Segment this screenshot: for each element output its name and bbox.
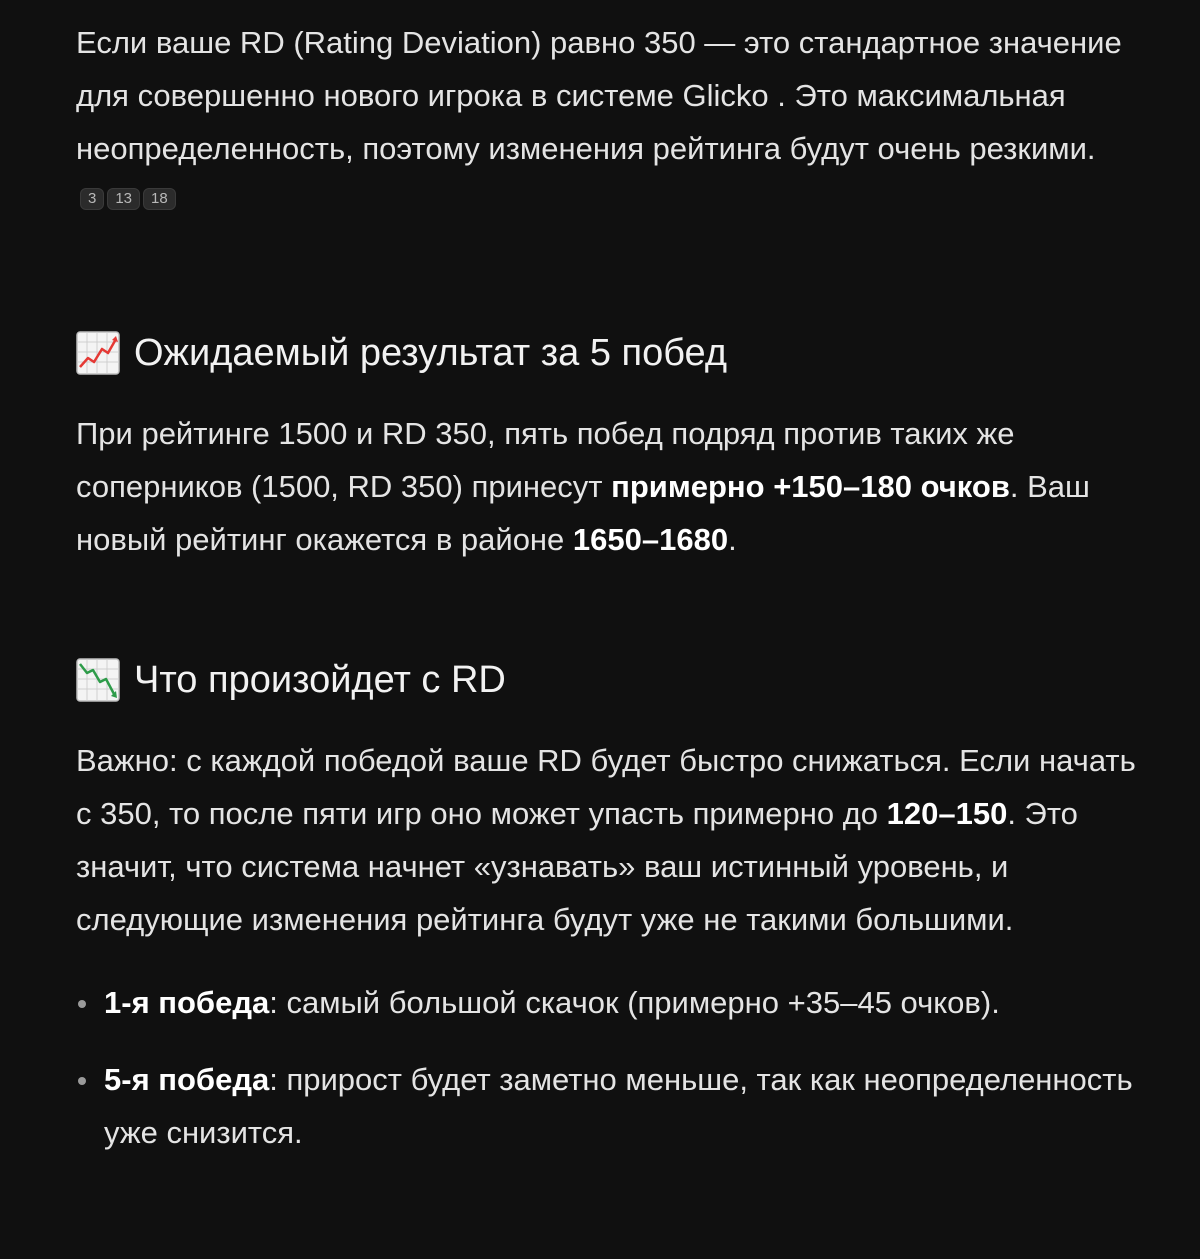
expected-text-1: При рейтинге 1500 и RD 350, пять побед подряд против таких же соперников (1500, RD 350) принесут [76,416,1015,504]
citation-badge-18[interactable]: 18 [143,188,176,210]
list-item [76,1053,1146,1159]
chart-increasing-icon [76,331,120,375]
bullet-text: : прирост будет заметно меньше, так как неопределенность уже снизится. [104,1062,1133,1150]
rd-bold-range: 120–150 [886,796,1008,831]
expected-paragraph [76,407,1146,566]
heading-expected-title: Ожидаемый результат за 5 побед [134,331,728,374]
expected-text-3: . [728,522,737,557]
intro-paragraph [76,16,1146,228]
bullet-text: : самый большой скачок (примерно +35–45 очков). [269,985,1000,1020]
bullet-bold: 5-я победа [104,1062,270,1097]
heading-rd-title: Что произойдет с RD [134,658,506,701]
expected-bold-rating: 1650–1680 [572,522,729,557]
bullet-bold: 1-я победа [104,985,270,1020]
heading-expected-result [76,325,1146,381]
message-content [76,16,1146,1159]
citation-group [80,188,176,210]
rd-text-1: Важно: с каждой победой ваше RD будет быстро снижаться. Если начать с 350, то после пяти игр оно может упасть примерно до [76,743,1136,831]
chart-decreasing-icon [76,658,120,702]
list-item [76,976,1146,1029]
citation-badge-13[interactable]: 13 [107,188,140,210]
rd-bullet-list [76,976,1146,1159]
rd-text-2: . Это значит, что система начнет «узнавать» ваш истинный уровень, и следующие изменения рейтинга будут уже не такими большими. [76,796,1078,937]
heading-rd [76,652,1146,708]
rd-paragraph [76,734,1146,946]
expected-bold-points: примерно +150–180 очков [611,469,1010,504]
expected-text-2: . Ваш новый рейтинг окажется в районе [76,469,1090,557]
citation-badge-3[interactable]: 3 [80,188,104,210]
intro-text: Если ваше RD (Rating Deviation) равно 350 — это стандартное значение для совершенно нового игрока в системе Glicko . Это максимальная неопределенность, поэтому изменения рейтинга будут очень резкими. [76,25,1122,166]
